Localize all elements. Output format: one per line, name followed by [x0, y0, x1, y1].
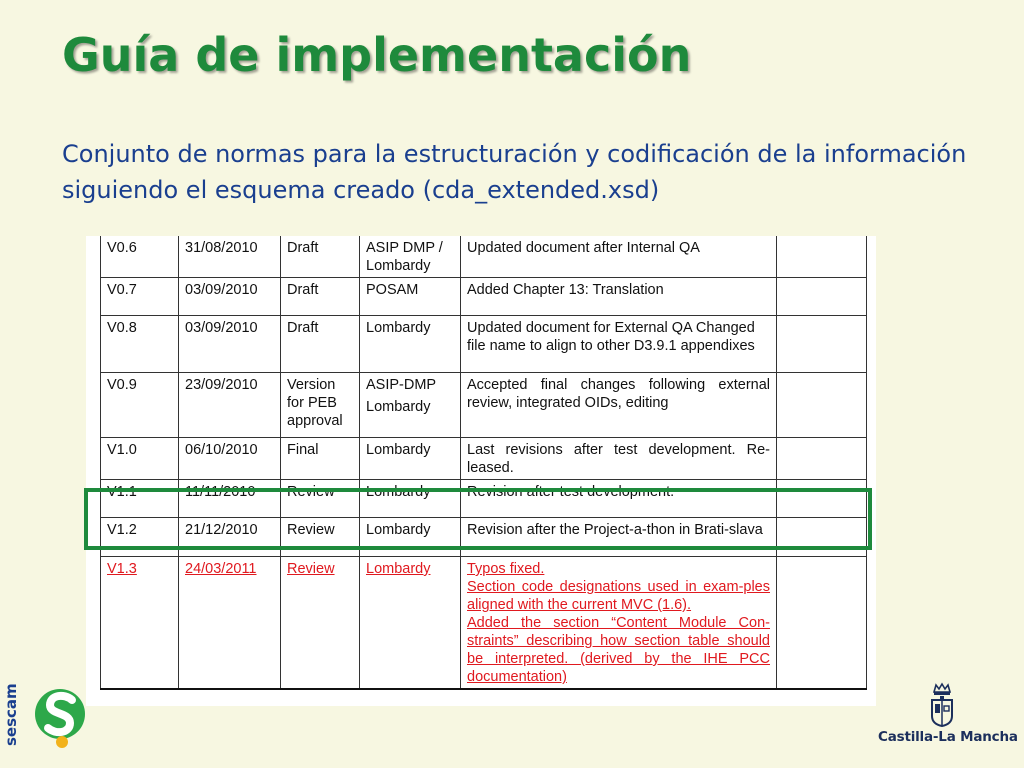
version-cell: V1.0 [101, 438, 179, 480]
version-cell: V0.9 [101, 373, 179, 438]
version-cell: V0.8 [101, 316, 179, 373]
sescam-logo-text: sescam [2, 683, 20, 746]
description-line: Added the section “Content Module Con-straints” describing how section table should be interpreted. (derived by the IHE PCC documentation) [467, 615, 770, 685]
description-cell: Last revisions after test development. Re-leased. [461, 438, 777, 480]
notes-cell [777, 278, 867, 316]
status-cell: Draft [281, 316, 360, 373]
description-cell: Revision after the Project-a-thon in Brati-slava [461, 518, 777, 557]
date-cell: 03/09/2010 [179, 316, 281, 373]
date-cell: 23/09/2010 [179, 373, 281, 438]
date-cell: 06/10/2010 [179, 438, 281, 480]
version-cell: V1.1 [101, 480, 179, 518]
table-row [101, 557, 867, 690]
table-row [101, 236, 867, 278]
highlight-box [84, 488, 872, 550]
author-cell: Lombardy [360, 316, 461, 373]
version-cell: V0.7 [101, 278, 179, 316]
description-line: Typos fixed. [467, 561, 545, 577]
status-cell: Draft [281, 236, 360, 278]
castilla-la-mancha-crest-icon [926, 682, 958, 728]
status-cell: Review [281, 557, 360, 690]
author-cell [360, 373, 461, 438]
table-row [101, 316, 867, 373]
description-cell [461, 557, 777, 690]
status-cell: Draft [281, 278, 360, 316]
description-cell: Accepted final changes following external review, integrated OIDs, editing [461, 373, 777, 438]
description-line: Section code designations used in exam-ples aligned with the current MVC (1.6). [467, 579, 770, 613]
date-cell: 03/09/2010 [179, 278, 281, 316]
date-cell: 31/08/2010 [179, 236, 281, 278]
status-cell: Version for PEB approval [281, 373, 360, 438]
status-cell: Review [281, 480, 360, 518]
revision-table [100, 236, 867, 690]
notes-cell [777, 236, 867, 278]
date-cell: 24/03/2011 [179, 557, 281, 690]
castilla-la-mancha-logo-text: Castilla-La Mancha [878, 729, 1018, 745]
author-line: ASIP-DMP [366, 377, 437, 393]
status-cell: Final [281, 438, 360, 480]
description-cell: Added Chapter 13: Translation [461, 278, 777, 316]
revision-history-snippet [86, 236, 876, 706]
table-row [101, 278, 867, 316]
table-row [101, 373, 867, 438]
notes-cell [777, 316, 867, 373]
table-row [101, 438, 867, 480]
description-cell: Updated document after Internal QA [461, 236, 777, 278]
version-cell: V1.2 [101, 518, 179, 557]
notes-cell [777, 373, 867, 438]
author-line: Lombardy [366, 399, 431, 415]
slide-subtitle: Conjunto de normas para la estructuración y codificación de la información siguiendo el esquema creado (cda_extended.xsd) [62, 140, 967, 204]
author-cell: Lombardy [360, 557, 461, 690]
notes-cell [777, 557, 867, 690]
author-cell: ASIP DMP / Lombardy [360, 236, 461, 278]
version-cell: V1.3 [101, 557, 179, 690]
sescam-logo-icon [20, 682, 90, 752]
date-cell: 21/12/2010 [179, 518, 281, 557]
description-cell: Updated document for External QA Changed file name to align to other D3.9.1 appendixes [461, 316, 777, 373]
author-cell: POSAM [360, 278, 461, 316]
author-cell: Lombardy [360, 438, 461, 480]
slide-title: Guía de implementación [62, 28, 692, 82]
date-cell: 11/11/2010 [179, 480, 281, 518]
description-cell: Revision after test development. [461, 480, 777, 518]
status-cell: Review [281, 518, 360, 557]
version-cell: V0.6 [101, 236, 179, 278]
author-cell: Lombardy [360, 480, 461, 518]
author-cell: Lombardy [360, 518, 461, 557]
notes-cell [777, 438, 867, 480]
